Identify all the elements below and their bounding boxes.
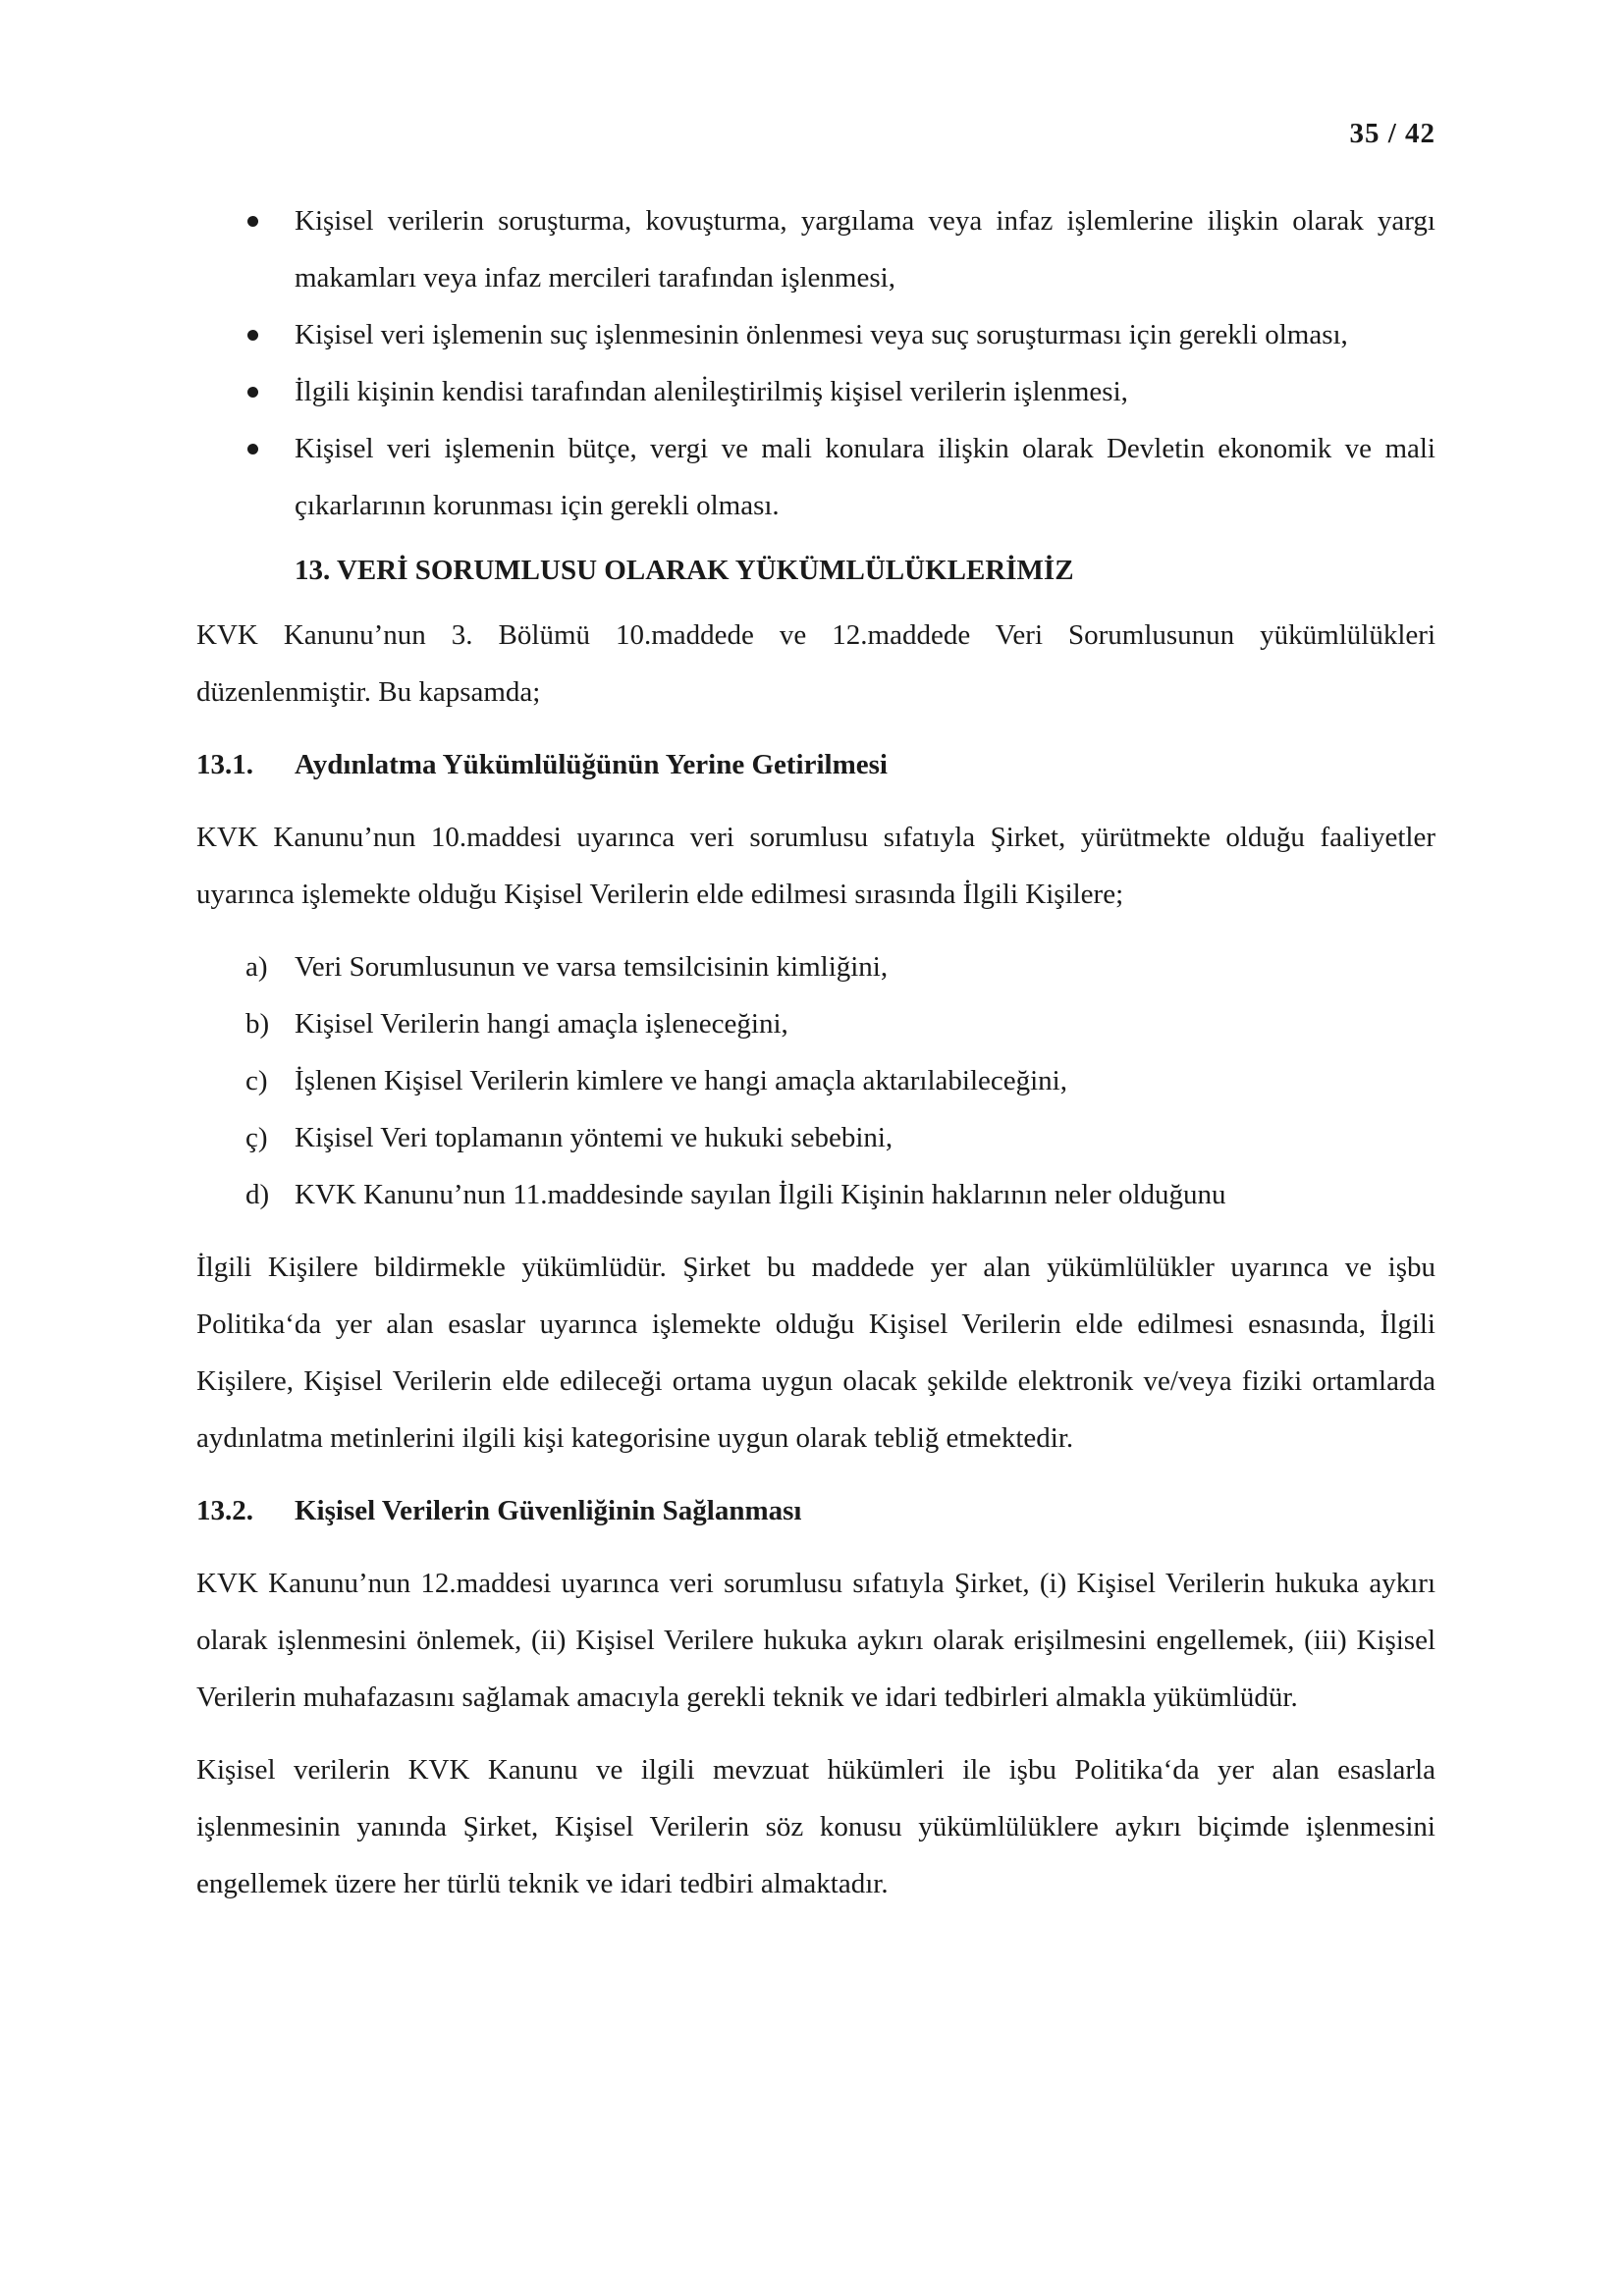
list-item-text: Kişisel Veri toplamanın yöntemi ve hukuki sebebini, <box>295 1122 893 1153</box>
list-item-text: Veri Sorumlusunun ve varsa temsilcisinin kimliğini, <box>295 951 889 983</box>
section-13-2-heading <box>196 1482 1435 1539</box>
section-13-2-paragraph-1: KVK Kanunu’nun 12.maddesi uyarınca veri sorumlusu sıfatıyla Şirket, (i) Kişisel Verilerin hukuka aykırı olarak işlenmesini önlemek, (ii) Kişisel Verilere hukuka aykırı olarak erişilmesini engellemek, (iii) Kişisel Verilerin muhafazasını sağlamak amacıyla gerekli teknik ve idari tedbirleri almakla yükümlüdür. <box>196 1568 1435 1713</box>
bullet-item <box>196 192 1435 306</box>
list-item-letter: ç) <box>245 1122 268 1153</box>
list-item-letter: b) <box>245 1008 270 1040</box>
section-13-1-heading <box>196 736 1435 793</box>
bullet-dot-icon <box>247 216 258 227</box>
list-item-text: KVK Kanunu’nun 11.maddesinde sayılan İlgili Kişinin haklarının neler olduğunu <box>295 1179 1226 1210</box>
list-item <box>196 1052 1435 1109</box>
bullet-text: Kişisel veri işlemenin bütçe, vergi ve mali konulara ilişkin olarak Devletin ekonomik ve mali çıkarlarının korunması için gerekli olması. <box>295 433 1435 521</box>
section-13-1-closing: İlgili Kişilere bildirmekle yükümlüdür. Şirket bu maddede yer alan yükümlülükler uyarınca ve işbu Politika‘da yer alan esaslar uyarınca işlemekte olduğu Kişisel Verilerin elde edilmesi esnasında, İlgili Kişilere, Kişisel Verilerin elde edileceği ortama uygun olacak şekilde elektronik ve/veya fiziki ortamlarda aydınlatma metinlerini ilgili kişi kategorisine uygun olarak tebliğ etmektedir. <box>196 1252 1435 1454</box>
bullet-dot-icon <box>247 387 258 398</box>
bullet-text: Kişisel verilerin soruşturma, kovuşturma, yargılama veya infaz işlemlerine ilişkin olarak yargı makamları veya infaz mercileri tarafından işlenmesi, <box>295 205 1435 294</box>
section-13-2-title: Kişisel Verilerin Güvenliğinin Sağlanması <box>295 1495 802 1526</box>
section-13-1-title: Aydınlatma Yükümlülüğünün Yerine Getirilmesi <box>295 749 888 780</box>
list-item <box>196 1166 1435 1223</box>
bullet-text: Kişisel veri işlemenin suç işlenmesinin önlenmesi veya suç soruşturması için gerekli olması, <box>295 319 1348 350</box>
bullet-item <box>196 306 1435 363</box>
bullet-item <box>196 420 1435 534</box>
section-13-2-number: 13.2. <box>196 1495 253 1526</box>
section-13-intro: KVK Kanunu’nun 3. Bölümü 10.maddede ve 12.maddede Veri Sorumlusunun yükümlülükleri düzenlenmiştir. Bu kapsamda; <box>196 619 1435 708</box>
list-item <box>196 938 1435 995</box>
bullet-list <box>196 192 1435 534</box>
list-item-letter: c) <box>245 1065 268 1096</box>
obligation-list <box>196 938 1435 1223</box>
page-content <box>196 192 1435 1928</box>
section-13-heading: 13. VERİ SORUMLUSU OLARAK YÜKÜMLÜLÜKLERİMİZ <box>295 555 1074 586</box>
list-item <box>196 995 1435 1052</box>
page-number: 35 / 42 <box>1349 118 1435 149</box>
list-item-letter: d) <box>245 1179 270 1210</box>
bullet-text: İlgili kişinin kendisi tarafından aleni̇leştirilmiş kişisel verilerin işlenmesi, <box>295 376 1128 407</box>
list-item-letter: a) <box>245 951 268 983</box>
list-item-text: Kişisel Verilerin hangi amaçla işleneceğini, <box>295 1008 788 1040</box>
bullet-item <box>196 363 1435 420</box>
section-13-1-number: 13.1. <box>196 749 253 780</box>
bullet-dot-icon <box>247 330 258 341</box>
list-item-text: İşlenen Kişisel Verilerin kimlere ve hangi amaçla aktarılabileceğini, <box>295 1065 1067 1096</box>
section-13-2-paragraph-2: Kişisel verilerin KVK Kanunu ve ilgili mevzuat hükümleri ile işbu Politika‘da yer alan esaslarla işlenmesinin yanında Şirket, Kişisel Verilerin söz konusu yükümlülüklere aykırı biçimde işlenmesini engellemek üzere her türlü teknik ve idari tedbiri almaktadır. <box>196 1754 1435 1899</box>
section-13-1-intro: KVK Kanunu’nun 10.maddesi uyarınca veri sorumlusu sıfatıyla Şirket, yürütmekte olduğu faaliyetler uyarınca işlemekte olduğu Kişisel Verilerin elde edilmesi sırasında İlgili Kişilere; <box>196 822 1435 910</box>
bullet-dot-icon <box>247 444 258 454</box>
list-item <box>196 1109 1435 1166</box>
